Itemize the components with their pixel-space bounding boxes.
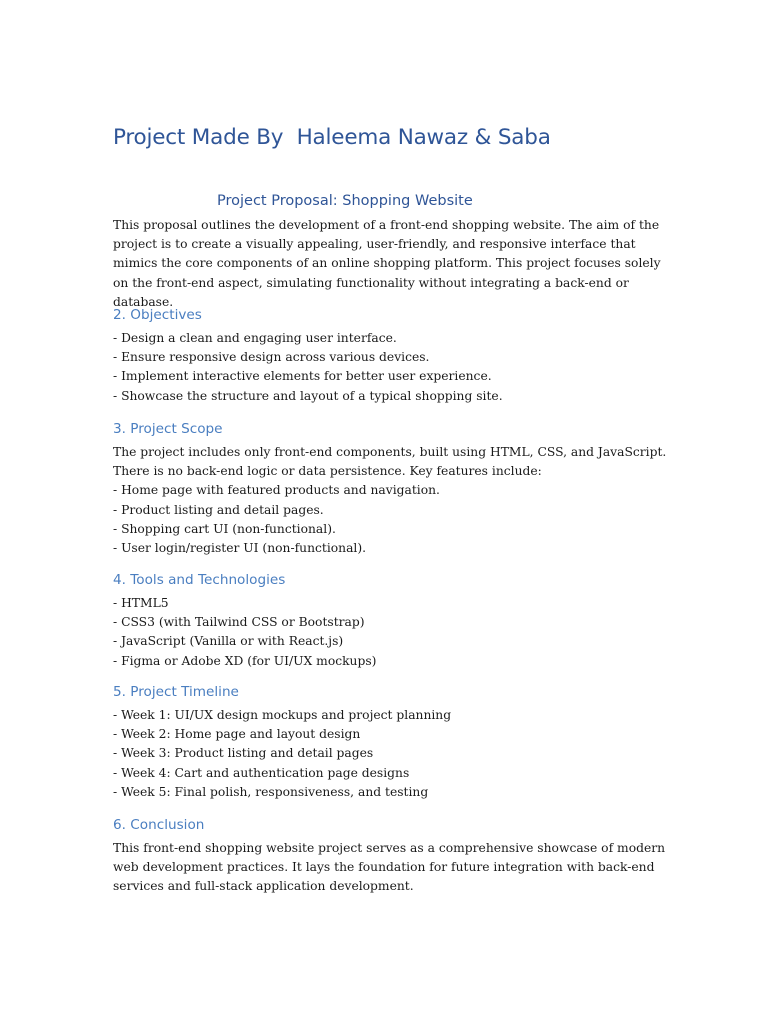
conclusion-section — [113, 816, 673, 897]
list-item: - Design a clean and engaging user interface. — [113, 331, 397, 345]
list-item: - Ensure responsive design across various devices. — [113, 350, 430, 365]
scope-section — [113, 420, 673, 558]
timeline-heading: 5. Project Timeline — [113, 684, 239, 700]
list-item: - Showcase the structure and layout of a typical shopping site. — [113, 388, 503, 403]
list-item: - Home page with featured products and navigation. — [113, 483, 440, 498]
document-subtitle: Project Proposal: Shopping Website — [217, 193, 473, 209]
list-item: - Week 3: Product listing and detail pages — [113, 746, 374, 761]
list-item: - Week 4: Cart and authentication page designs — [113, 765, 410, 780]
intro-section — [113, 216, 673, 312]
list-item: - Shopping cart UI (non-functional). — [113, 521, 336, 536]
objectives-list — [113, 329, 673, 406]
timeline-section — [113, 683, 673, 802]
list-item: - Week 5: Final polish, responsiveness, and testing — [113, 784, 429, 799]
conclusion-heading: 6. Conclusion — [113, 817, 205, 833]
tools-list — [113, 594, 673, 671]
list-item: - Product listing and detail pages. — [113, 502, 324, 517]
scope-paragraph: The project includes only front-end components, built using HTML, CSS, and JavaScript. There is no back-end logic or data persistence. Key features include: — [113, 445, 667, 479]
scope-list — [113, 481, 673, 558]
list-item: - Implement interactive elements for better user experience. — [113, 369, 492, 384]
objectives-heading: 2. Objectives — [113, 307, 202, 323]
list-item: - Figma or Adobe XD (for UI/UX mockups) — [113, 653, 377, 668]
list-item: - User login/register UI (non-functional). — [113, 541, 367, 556]
conclusion-paragraph: This front-end shopping website project serves as a comprehensive showcase of modern web development practices. It lays the foundation for future integration with back-end services and full-stack application development. — [113, 841, 666, 894]
scope-heading: 3. Project Scope — [113, 421, 223, 437]
list-item: - CSS3 (with Tailwind CSS or Bootstrap) — [113, 615, 365, 630]
list-item: - Week 1: UI/UX design mockups and project planning — [113, 708, 452, 722]
tools-section — [113, 571, 673, 671]
list-item: - Week 2: Home page and layout design — [113, 727, 361, 742]
list-item: - JavaScript (Vanilla or with React.js) — [113, 634, 344, 649]
document-title: Project Made By Haleema Nawaz & Saba — [113, 125, 551, 150]
intro-paragraph: This proposal outlines the development of a front-end shopping website. The aim of the project is to create a visually appealing, user-friendly, and responsive interface that mimics the core components of an online shopping platform. This project focuses solely on the front-end aspect, simulating functionality without integrating a back-end or database. — [113, 218, 661, 309]
tools-heading: 4. Tools and Technologies — [113, 572, 286, 588]
timeline-list — [113, 706, 673, 802]
objectives-section — [113, 306, 673, 406]
list-item: - HTML5 — [113, 596, 169, 610]
